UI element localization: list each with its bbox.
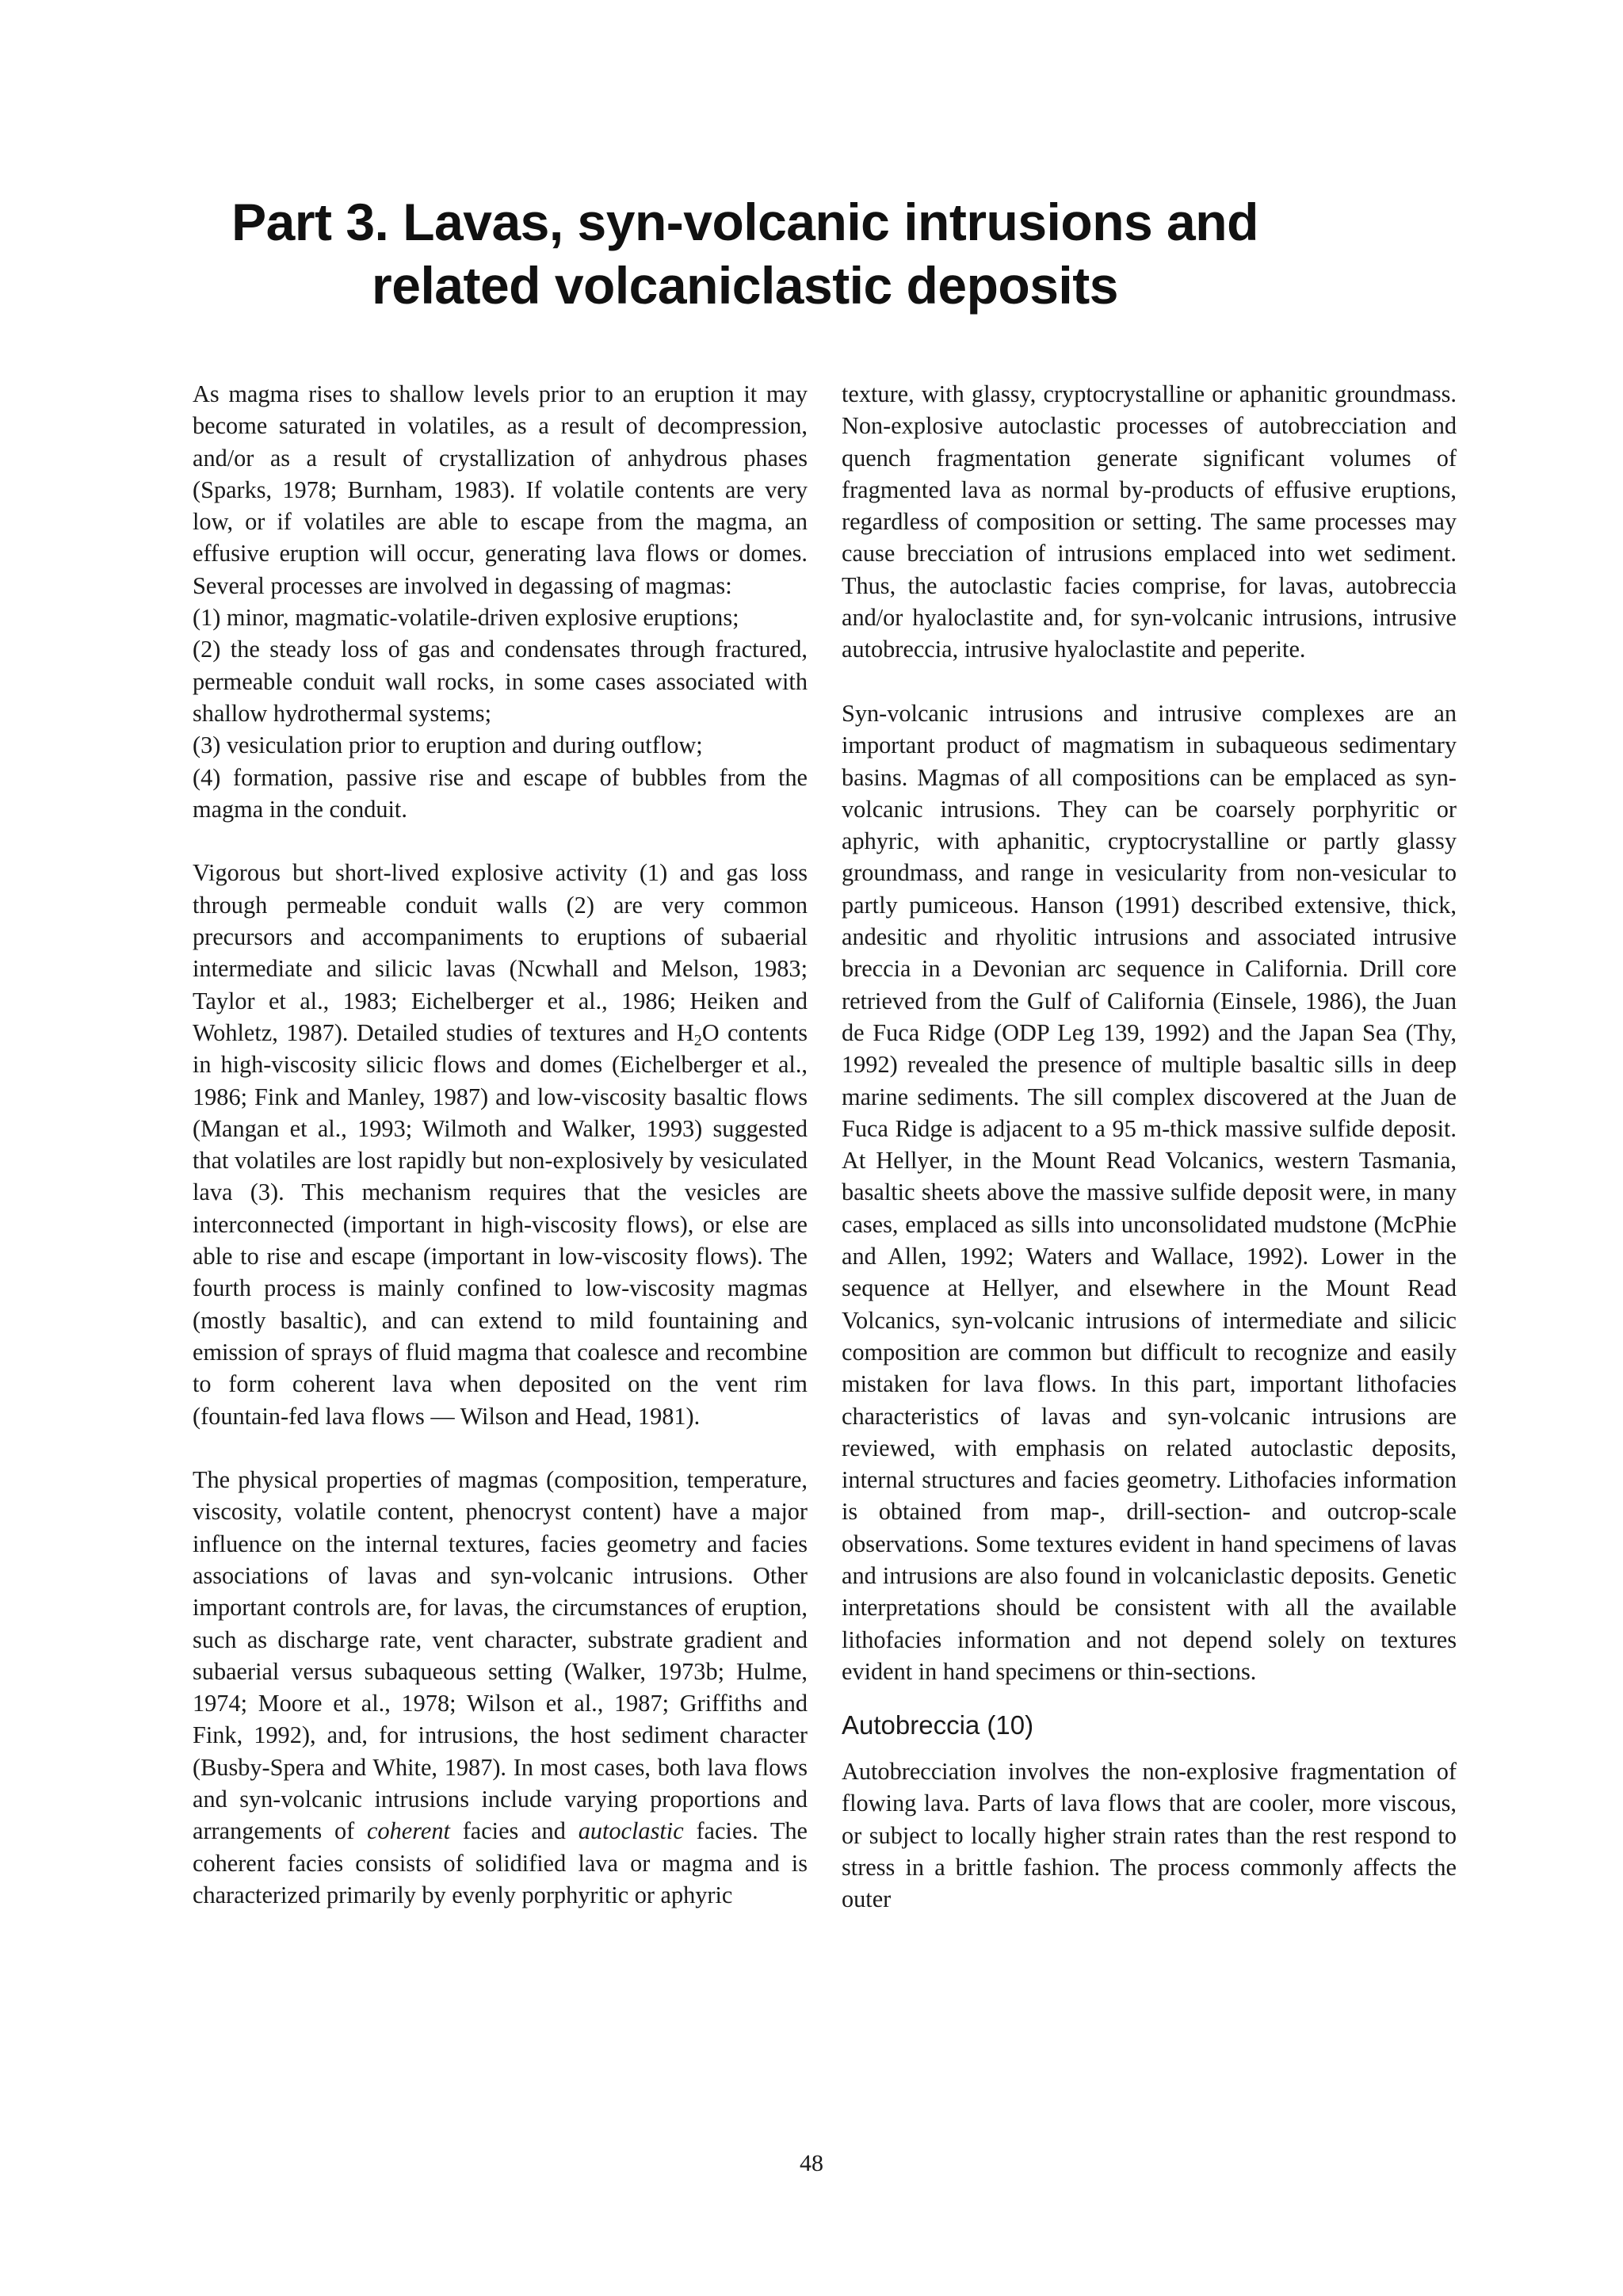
list-item-2: (2) the steady loss of gas and condensates through fractured, permeable conduit wall rocks, in some cases associated with shallow hydrothermal systems; [193, 636, 808, 727]
list-item-1: (1) minor, magmatic-volatile-driven explosive eruptions; [193, 604, 739, 632]
right-column [842, 378, 1457, 1916]
subscript-2: 2 [693, 1031, 702, 1049]
paragraph-degassing [193, 857, 808, 1431]
page-title [190, 190, 1300, 317]
section-heading-autobreccia: Autobreccia (10) [842, 1710, 1034, 1740]
emphasis-autoclastic: autoclastic [578, 1817, 684, 1845]
paragraph-intro: As magma rises to shallow levels prior to an eruption it may become saturated in volatiles, as a result of decompression, and/or as a result of crystallization of anhydrous phases (Sparks, 1978; Burnham, 1983). If volatile contents are very low, or if volatiles are able to escape from the magma, an effusive eruption will occur, generating lava flows or domes. Several processes are involved in degassing of magmas: [193, 380, 808, 599]
left-column [193, 378, 808, 1911]
list-item-4: (4) formation, passive rise and escape of bubbles from the magma in the conduit. [193, 763, 808, 823]
title-line-1: Part 3. Lavas, syn-volcanic intrusions and [231, 193, 1258, 251]
paragraph-degassing-part-1: Vigorous but short-lived explosive activity (1) and gas loss through permeable conduit walls (2) are very common precursors and accompaniments to eruptions of subaerial intermediate and silicic lavas (Ncwhall and Melson, 1983; Taylor et al., 1983; Eichelberger et al., 1986; Heiken and Wohletz, 1987). Detailed studies of textures and H [193, 859, 808, 1046]
paragraph-physical-part-3: facies. The coherent facies consists of solidified lava or magma and is characterized primarily by evenly porphyritic or aphyric [193, 1817, 808, 1908]
emphasis-coherent: coherent [367, 1817, 450, 1845]
paragraph-physical-properties [193, 1464, 808, 1911]
title-line-2: related volcaniclastic deposits [372, 256, 1118, 315]
paragraph-physical-part-2: facies and [449, 1817, 579, 1845]
paragraph-degassing-part-2: O contents in high-viscosity silicic flows and domes (Eichelberger et al., 1986; Fink and Manley, 1987) and low-viscosity basaltic flows (Mangan et al., 1993; Wilmoth and Walker, 1993) suggested that volatiles are lost rapidly but non-explosively by vesiculated lava (3). This mechanism requires that the vesicles are interconnected (important in high-viscosity flows), or else are able to rise and escape (important in low-viscosity flows). The fourth process is mainly confined to low-viscosity magmas (mostly basaltic), and can extend to mild fountaining and emission of sprays of fluid magma that coalesce and recombine to form coherent lava when deposited on the vent rim (fountain-fed lava flows — Wilson and Head, 1981). [193, 1018, 808, 1430]
paragraph-texture: texture, with glassy, cryptocrystalline or aphanitic groundmass. Non-explosive autoclastic processes of autobrecciation and quench fragmentation generate significant volumes of fragmented lava as normal by-products of effusive eruptions, regardless of composition or setting. The same processes may cause brecciation of intrusions emplaced into wet sediment. Thus, the autoclastic facies comprise, for lavas, autobreccia and/or hyaloclastite and, for syn-volcanic intrusions, intrusive autobreccia, intrusive hyaloclastite and peperite. [842, 380, 1457, 663]
page-number: 48 [800, 2150, 823, 2176]
list-item-3: (3) vesiculation prior to eruption and during outflow; [193, 732, 703, 759]
paragraph-syn-volcanic: Syn-volcanic intrusions and intrusive complexes are an important product of magmatism in subaqueous sedimentary basins. Magmas of all compositions can be emplaced as syn-volcanic intrusions. They can be coarsely porphyritic or aphyric, with aphanitic, cryptocrystalline or partly glassy groundmass, and range in vesicularity from non-vesicular to partly pumiceous. Hanson (1991) described extensive, thick, andesitic and rhyolitic intrusions and associated intrusive breccia in a Devonian arc sequence in California. Drill core retrieved from the Gulf of California (Einsele, 1986), the Juan de Fuca Ridge (ODP Leg 139, 1992) and the Japan Sea (Thy, 1992) revealed the presence of multiple basaltic sills in deep marine sediments. The sill complex discovered at the Juan de Fuca Ridge is adjacent to a 95 m-thick massive sulfide deposit. At Hellyer, in the Mount Read Volcanics, western Tasmania, basaltic sheets above the massive sulfide deposit were, in many cases, emplaced as sills into unconsolidated mudstone (McPhie and Allen, 1992; Waters and Wallace, 1992). Lower in the sequence at Hellyer, and elsewhere in the Mount Read Volcanics, syn-volcanic intrusions of intermediate and silicic composition are common but difficult to recognize and easily mistaken for lava flows. In this part, important lithofacies characteristics of lavas and syn-volcanic intrusions are reviewed, with emphasis on related autoclastic deposits, internal structures and facies geometry. Lithofacies information is obtained from map-, drill-section- and outcrop-scale observations. Some textures evident in hand specimens of lavas and intrusions are also found in volcaniclastic deposits. Genetic interpretations should be consistent with all the available lithofacies information and not depend solely on textures evident in hand specimens or thin-sections. [842, 699, 1457, 1685]
paragraph-autobreccia: Autobrecciation involves the non-explosive fragmentation of flowing lava. Parts of lava flows that are cooler, more viscous, or subject to locally higher strain rates than the rest respond to stress in a brittle fashion. The process commonly affects the outer [842, 1758, 1457, 1913]
paragraph-physical-part-1: The physical properties of magmas (composition, temperature, viscosity, volatile content, phenocryst content) have a major influence on the internal textures, facies geometry and facies associations of lavas and syn-volcanic intrusions. Other important controls are, for lavas, the circumstances of eruption, such as discharge rate, vent character, substrate gradient and subaerial versus subaqueous setting (Walker, 1973b; Hulme, 1974; Moore et al., 1978; Wilson et al., 1987; Griffiths and Fink, 1992), and, for intrusions, the host sediment character (Busby-Spera and White, 1987). In most cases, both lava flows and syn-volcanic intrusions include varying proportions and arrangements of [193, 1466, 808, 1845]
